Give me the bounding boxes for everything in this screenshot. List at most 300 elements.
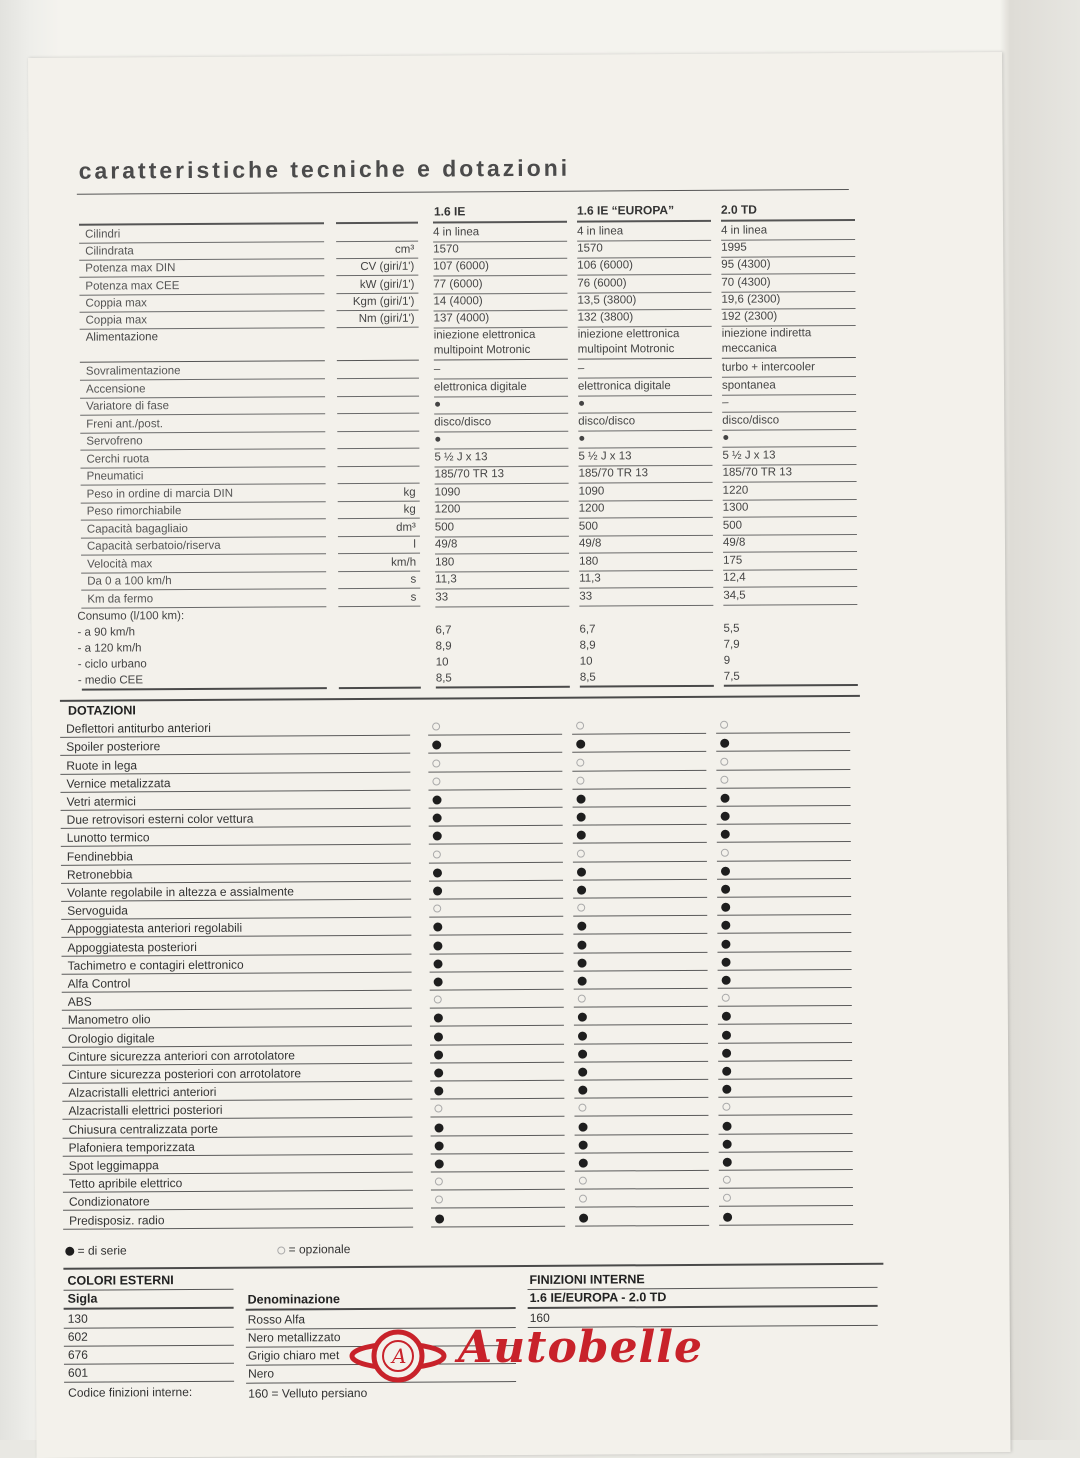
watermark-text: Autobelle xyxy=(458,1322,703,1373)
spec-value-1: 1570 xyxy=(433,242,567,260)
standard-dot-icon xyxy=(578,1068,587,1077)
equipment-mark-cell xyxy=(573,845,707,862)
spec-unit xyxy=(337,398,419,415)
spec-unit xyxy=(338,468,420,485)
spec-value-2: disco/disco xyxy=(578,414,712,432)
section-end-rule xyxy=(339,687,421,690)
spec-value-1: 1200 xyxy=(435,502,569,520)
finishes-rule xyxy=(528,1305,878,1309)
spec-value-2: 1090 xyxy=(579,484,713,502)
finishes-subtitle: 1.6 IE/EUROPA - 2.0 TD xyxy=(529,1290,667,1305)
color-name: Rosso Alfa xyxy=(247,1312,306,1327)
equipment-mark-cell xyxy=(717,863,851,880)
row-rule xyxy=(337,360,419,362)
spec-label: Km da fermo xyxy=(81,591,326,608)
equipment-mark-cell xyxy=(717,954,851,971)
equipment-mark-cell xyxy=(573,918,707,935)
standard-dot-icon xyxy=(577,795,586,804)
spec-unit: CV (giri/1') xyxy=(336,260,418,277)
optional-ring-icon xyxy=(432,723,440,731)
equipment-label: Alfa Control xyxy=(62,975,412,993)
spec-value-2: 1200 xyxy=(579,501,713,519)
brochure-page xyxy=(28,52,1011,1458)
optional-ring-icon xyxy=(576,776,584,784)
spec-value-2: 180 xyxy=(579,554,713,572)
equipment-mark-cell xyxy=(716,790,850,807)
autobelle-emblem-icon xyxy=(340,1318,460,1398)
equipment-top-rule xyxy=(60,695,860,702)
optional-ring-icon xyxy=(433,850,441,858)
equipment-mark-cell xyxy=(719,1190,853,1207)
optional-ring-icon xyxy=(277,1246,285,1254)
spec-value-3: disco/disco xyxy=(722,413,856,431)
equipment-mark-cell xyxy=(574,1046,708,1063)
equipment-mark-cell xyxy=(429,883,563,900)
legend-optional-text: = opzionale xyxy=(288,1242,351,1257)
equipment-mark-cell xyxy=(718,1027,852,1044)
consumo-row-label: - ciclo urbano xyxy=(77,658,147,671)
equipment-label: Vetri atermici xyxy=(61,793,411,811)
spec-value-3: 192 (2300) xyxy=(722,309,856,327)
spec-unit xyxy=(337,433,419,450)
optional-ring-icon xyxy=(723,1194,731,1202)
standard-dot-icon xyxy=(722,1067,731,1076)
spec-label: Potenza max CEE xyxy=(79,278,324,295)
spec-value-2: – xyxy=(578,361,712,379)
optional-ring-icon xyxy=(721,848,729,856)
spec-value-1: iniezione elettronica xyxy=(433,329,536,342)
spec-value-3: 95 (4300) xyxy=(721,257,855,275)
spec-unit xyxy=(337,363,419,380)
column-header-3: 2.0 TD xyxy=(720,202,757,217)
standard-dot-icon xyxy=(576,740,585,749)
color-code: 676 xyxy=(67,1347,88,1362)
optional-ring-icon xyxy=(723,1176,731,1184)
equipment-mark-cell xyxy=(429,828,563,845)
row-rule xyxy=(64,1381,234,1383)
equipment-label: Cinture sicurezza anteriori con arrotolatore xyxy=(62,1047,412,1065)
optional-ring-icon xyxy=(435,1178,443,1186)
spec-unit: kg xyxy=(338,485,420,502)
standard-dot-icon xyxy=(720,739,729,748)
spec-value-3: 500 xyxy=(723,518,857,536)
consumo-value-1: 6,7 xyxy=(435,624,452,637)
spec-value-1: 14 (4000) xyxy=(433,294,567,312)
standard-dot-icon xyxy=(577,922,586,931)
row-rule xyxy=(722,357,856,359)
standard-dot-icon xyxy=(65,1247,74,1256)
equipment-mark-cell xyxy=(430,1010,564,1027)
spec-value-2: iniezione elettronica xyxy=(577,328,680,341)
finish-code: 160 xyxy=(529,1310,550,1325)
equipment-mark-cell xyxy=(574,1118,708,1135)
spec-value-3b: meccanica xyxy=(721,342,777,355)
equipment-label: Tachimetro e contagiri elettronico xyxy=(62,956,412,974)
standard-dot-icon xyxy=(433,941,442,950)
spec-value-2: 106 (6000) xyxy=(577,258,711,276)
equipment-mark-cell xyxy=(719,1154,853,1171)
consumo-value-3: 7,9 xyxy=(723,638,740,651)
color-name: Nero xyxy=(247,1366,275,1381)
consumo-value-3: 9 xyxy=(723,654,731,667)
equipment-mark-cell xyxy=(572,736,706,753)
svg-text:A: A xyxy=(392,1344,407,1368)
equipment-mark-cell xyxy=(428,737,562,754)
standard-dot-icon xyxy=(435,1159,444,1168)
row-rule xyxy=(578,358,712,360)
equipment-label: Vernice metalizzata xyxy=(60,774,410,792)
standard-dot-icon xyxy=(434,1032,443,1041)
equipment-mark-cell xyxy=(572,791,706,808)
header-rule-c1 xyxy=(433,221,567,224)
standard-dot-icon xyxy=(579,1159,588,1168)
standard-dot-icon xyxy=(434,1050,443,1059)
header-rule-c2 xyxy=(577,220,711,223)
consumo-value-2: 6,7 xyxy=(579,623,596,636)
legend-serie xyxy=(65,1243,126,1257)
equipment-mark-cell xyxy=(430,1101,564,1118)
spec-value-2: ● xyxy=(578,431,712,449)
legend-optional xyxy=(277,1242,350,1256)
section-end-rule xyxy=(724,684,858,687)
equipment-mark-cell xyxy=(429,846,563,863)
equipment-mark-cell xyxy=(430,1119,564,1136)
equipment-label: ABS xyxy=(62,993,412,1011)
page-title: caratteristiche tecniche e dotazioni xyxy=(78,154,571,184)
equipment-label: Appoggiatesta posteriori xyxy=(61,938,411,956)
spec-value-1: 11,3 xyxy=(435,572,569,590)
consumo-value-3: 5,5 xyxy=(723,622,740,635)
spec-label: Cilindrata xyxy=(79,243,324,260)
standard-dot-icon xyxy=(434,1014,443,1023)
equipment-mark-cell xyxy=(428,755,562,772)
equipment-mark-cell xyxy=(718,990,852,1007)
equipment-label: Alzacristalli elettrici posteriori xyxy=(62,1102,412,1120)
spec-value-3: 4 in linea xyxy=(721,223,855,241)
equipment-title: DOTAZIONI xyxy=(67,703,136,718)
standard-dot-icon xyxy=(721,921,730,930)
optional-ring-icon xyxy=(579,1177,587,1185)
standard-dot-icon xyxy=(579,1213,588,1222)
color-name: Grigio chiaro met xyxy=(247,1348,340,1363)
equipment-label: Spoiler posteriore xyxy=(60,738,410,756)
column-header-1: 1.6 IE xyxy=(433,204,466,219)
spec-value-1b: multipoint Motronic xyxy=(433,344,531,357)
standard-dot-icon xyxy=(579,1122,588,1131)
standard-dot-icon xyxy=(577,813,586,822)
standard-dot-icon xyxy=(433,868,442,877)
equipment-label: Fendinebbia xyxy=(61,847,411,865)
spec-value-2: 4 in linea xyxy=(577,224,711,242)
row-rule xyxy=(434,359,568,361)
equipment-label: Servoguida xyxy=(61,902,411,920)
spec-label: Velocità max xyxy=(81,556,326,573)
spec-unit: l xyxy=(338,538,420,555)
optional-ring-icon xyxy=(434,1105,442,1113)
codice-label: Codice finizioni interne: xyxy=(68,1385,193,1400)
standard-dot-icon xyxy=(577,831,586,840)
equipment-mark-cell xyxy=(429,919,563,936)
color-code: 130 xyxy=(67,1311,88,1326)
optional-ring-icon xyxy=(579,1195,587,1203)
equipment-mark-cell xyxy=(717,881,851,898)
equipment-mark-cell xyxy=(430,974,564,991)
standard-dot-icon xyxy=(435,1214,444,1223)
spec-value-3: 5 ½ J x 13 xyxy=(722,448,856,466)
spec-label: Coppia max xyxy=(79,295,324,312)
spec-value-1: disco/disco xyxy=(434,414,568,432)
equipment-mark-cell xyxy=(572,718,706,735)
consumo-value-3: 7,5 xyxy=(723,670,740,683)
spec-value-1: 49/8 xyxy=(435,537,569,555)
standard-dot-icon xyxy=(722,958,731,967)
codice-value: 160 = Velluto persiano xyxy=(248,1385,368,1401)
spec-value-3: 19,6 (2300) xyxy=(721,292,855,310)
spec-value-1: 137 (4000) xyxy=(434,311,568,329)
optional-ring-icon xyxy=(435,1196,443,1204)
standard-dot-icon xyxy=(721,939,730,948)
equipment-mark-cell xyxy=(718,1099,852,1116)
equipment-mark-cell xyxy=(430,1047,564,1064)
equipment-mark-cell xyxy=(574,1082,708,1099)
finishes-title-rule xyxy=(528,1287,878,1290)
spec-value-3: 1300 xyxy=(723,500,857,518)
consumo-row-label: - a 90 km/h xyxy=(77,626,136,639)
sigla-header: Sigla xyxy=(67,1291,98,1306)
spec-value-3: 1995 xyxy=(721,240,855,258)
standard-dot-icon xyxy=(721,794,730,803)
equipment-mark-cell xyxy=(573,900,707,917)
color-name: Nero metallizzato xyxy=(247,1330,341,1345)
equipment-label: Cinture sicurezza posteriori con arrotolatore xyxy=(62,1066,412,1084)
equipment-label: Appoggiatesta anteriori regolabili xyxy=(61,920,411,938)
standard-dot-icon xyxy=(721,867,730,876)
equipment-mark-cell xyxy=(574,1027,708,1044)
equipment-mark-cell xyxy=(719,1136,853,1153)
spec-unit: Kgm (giri/1') xyxy=(336,294,418,311)
equipment-mark-cell xyxy=(718,1063,852,1080)
standard-dot-icon xyxy=(722,1049,731,1058)
standard-dot-icon xyxy=(433,886,442,895)
standard-dot-icon xyxy=(434,977,443,986)
equipment-row xyxy=(63,1209,853,1232)
standard-dot-icon xyxy=(721,903,730,912)
optional-ring-icon xyxy=(432,777,440,785)
spec-label: Potenza max DIN xyxy=(79,261,324,278)
standard-dot-icon xyxy=(432,741,441,750)
spec-label: Cilindri xyxy=(79,226,324,243)
consumo-value-1: 8,9 xyxy=(435,640,452,653)
title-rule xyxy=(77,189,849,195)
spec-label: Accensione xyxy=(80,381,325,398)
spec-value-2: ● xyxy=(578,396,712,414)
consumo-row-label: - medio CEE xyxy=(77,674,144,687)
equipment-mark-cell xyxy=(719,1172,853,1189)
equipment-mark-cell xyxy=(716,735,850,752)
equipment-label: Predisposiz. radio xyxy=(63,1211,413,1229)
optional-ring-icon xyxy=(720,776,728,784)
spec-value-1: 180 xyxy=(435,554,569,572)
spec-value-2: 5 ½ J x 13 xyxy=(578,449,712,467)
sigla-rule xyxy=(64,1307,234,1310)
standard-dot-icon xyxy=(434,1087,443,1096)
optional-ring-icon xyxy=(577,849,585,857)
spec-row xyxy=(81,588,861,610)
equipment-label: Orologio digitale xyxy=(62,1029,412,1047)
equipment-label: Spot leggimappa xyxy=(63,1157,413,1175)
row-rule xyxy=(80,360,325,362)
equipment-mark-cell xyxy=(719,1209,853,1226)
equipment-mark-cell xyxy=(573,864,707,881)
spec-unit xyxy=(336,226,418,243)
standard-dot-icon xyxy=(434,1068,443,1077)
spec-value-1: elettronica digitale xyxy=(434,379,568,397)
den-rule xyxy=(246,1307,516,1311)
header-rule-c3 xyxy=(721,219,855,222)
spec-label: Servofreno xyxy=(80,433,325,450)
equipment-mark-cell xyxy=(718,1008,852,1025)
equipment-mark-cell xyxy=(718,1045,852,1062)
spec-value-3: 70 (4300) xyxy=(721,275,855,293)
equipment-mark-cell xyxy=(716,772,850,789)
spec-value-1: 107 (6000) xyxy=(433,259,567,277)
standard-dot-icon xyxy=(578,1049,587,1058)
row-rule xyxy=(64,1363,234,1365)
colors-title-rule xyxy=(64,1289,234,1291)
spec-value-1: 1090 xyxy=(435,484,569,502)
equipment-mark-cell xyxy=(575,1173,709,1190)
equipment-mark-cell xyxy=(429,956,563,973)
colors-top-rule xyxy=(63,1263,883,1270)
optional-ring-icon xyxy=(576,758,584,766)
spec-value-2: 11,3 xyxy=(579,571,713,589)
consumo-value-2: 10 xyxy=(579,655,593,668)
standard-dot-icon xyxy=(722,1012,731,1021)
standard-dot-icon xyxy=(577,886,586,895)
equipment-mark-cell xyxy=(575,1191,709,1208)
spec-value-3: 185/70 TR 13 xyxy=(723,465,857,483)
equipment-mark-cell xyxy=(717,936,851,953)
spec-value-3: 49/8 xyxy=(723,535,857,553)
equipment-label: Ruote in lega xyxy=(60,756,410,774)
section-end-rule xyxy=(82,687,327,690)
equipment-mark-cell xyxy=(573,955,707,972)
equipment-mark-cell xyxy=(716,754,850,771)
equipment-label: Chiusura centralizzata porte xyxy=(63,1120,413,1138)
equipment-mark-cell xyxy=(717,845,851,862)
spec-label: Variatore di fase xyxy=(80,398,325,415)
standard-dot-icon xyxy=(723,1140,732,1149)
spec-unit: dm³ xyxy=(338,520,420,537)
equipment-label: Tetto apribile elettrico xyxy=(63,1175,413,1193)
equipment-mark-cell xyxy=(716,717,850,734)
colors-title: COLORI ESTERNI xyxy=(67,1273,174,1288)
equipment-mark-cell xyxy=(429,937,563,954)
standard-dot-icon xyxy=(578,977,587,986)
equipment-label: Retronebbia xyxy=(61,865,411,883)
standard-dot-icon xyxy=(721,812,730,821)
consumo-row-label: - a 120 km/h xyxy=(77,642,142,655)
equipment-label: Condizionatore xyxy=(63,1193,413,1211)
spec-unit xyxy=(337,415,419,432)
spec-value-2: 185/70 TR 13 xyxy=(579,466,713,484)
spec-value-3: iniezione indiretta xyxy=(721,327,812,340)
spec-value-1: 33 xyxy=(435,589,569,607)
equipment-mark-cell xyxy=(717,899,851,916)
equipment-mark-cell xyxy=(574,991,708,1008)
equipment-label: Due retrovisori esterni color vettura xyxy=(61,811,411,829)
equipment-mark-cell xyxy=(431,1192,565,1209)
spec-label: Peso in ordine di marcia DIN xyxy=(81,486,326,503)
spec-unit: kg xyxy=(338,503,420,520)
equipment-mark-cell xyxy=(429,901,563,918)
standard-dot-icon xyxy=(723,1158,732,1167)
standard-dot-icon xyxy=(721,885,730,894)
spec-value-3: 34,5 xyxy=(723,588,857,606)
standard-dot-icon xyxy=(578,1031,587,1040)
spec-unit: cm³ xyxy=(336,243,418,260)
equipment-mark-cell xyxy=(428,719,562,736)
equipment-mark-cell xyxy=(574,1064,708,1081)
spec-label: Alimentazione xyxy=(85,331,158,344)
consumo-value-2: 8,9 xyxy=(579,639,596,652)
header-rule-unit xyxy=(336,222,418,225)
spec-value-1: 185/70 TR 13 xyxy=(435,467,569,485)
standard-dot-icon xyxy=(577,940,586,949)
equipment-mark-cell xyxy=(429,865,563,882)
spec-value-1: 5 ½ J x 13 xyxy=(434,449,568,467)
optional-ring-icon xyxy=(432,759,440,767)
equipment-label: Deflettori antiturbo anteriori xyxy=(60,720,410,738)
standard-dot-icon xyxy=(578,1013,587,1022)
equipment-mark-cell xyxy=(572,773,706,790)
spec-value-2: 13,5 (3800) xyxy=(577,293,711,311)
standard-dot-icon xyxy=(579,1140,588,1149)
spec-label: Freni ant./post. xyxy=(80,416,325,433)
spec-value-1: ● xyxy=(434,397,568,415)
optional-ring-icon xyxy=(578,995,586,1003)
standard-dot-icon xyxy=(723,1212,732,1221)
spec-unit: s xyxy=(338,573,420,590)
spec-value-1: 77 (6000) xyxy=(433,276,567,294)
row-rule xyxy=(64,1345,234,1347)
finishes-title: FINIZIONI INTERNE xyxy=(529,1272,645,1287)
standard-dot-icon xyxy=(578,1086,587,1095)
row-rule xyxy=(64,1327,234,1329)
spec-value-2: 49/8 xyxy=(579,536,713,554)
spec-value-2: elettronica digitale xyxy=(578,379,712,397)
color-code: 602 xyxy=(67,1329,88,1344)
spec-unit: Nm (giri/1') xyxy=(337,312,419,329)
spec-value-3: 175 xyxy=(723,553,857,571)
spec-label: Coppia max xyxy=(80,312,325,329)
standard-dot-icon xyxy=(435,1141,444,1150)
spec-label: Cerchi ruota xyxy=(80,451,325,468)
color-code: 601 xyxy=(67,1365,89,1380)
equipment-mark-cell xyxy=(573,882,707,899)
spec-label: Pneumatici xyxy=(81,468,326,485)
equipment-label: Volante regolabile in altezza e assialmente xyxy=(61,884,411,902)
standard-dot-icon xyxy=(722,1085,731,1094)
equipment-mark-cell xyxy=(575,1137,709,1154)
standard-dot-icon xyxy=(435,1123,444,1132)
equipment-mark-cell xyxy=(717,917,851,934)
optional-ring-icon xyxy=(433,905,441,913)
spec-label: Capacità bagagliaio xyxy=(81,521,326,538)
optional-ring-icon xyxy=(434,996,442,1004)
equipment-mark-cell xyxy=(572,754,706,771)
optional-ring-icon xyxy=(722,994,730,1002)
